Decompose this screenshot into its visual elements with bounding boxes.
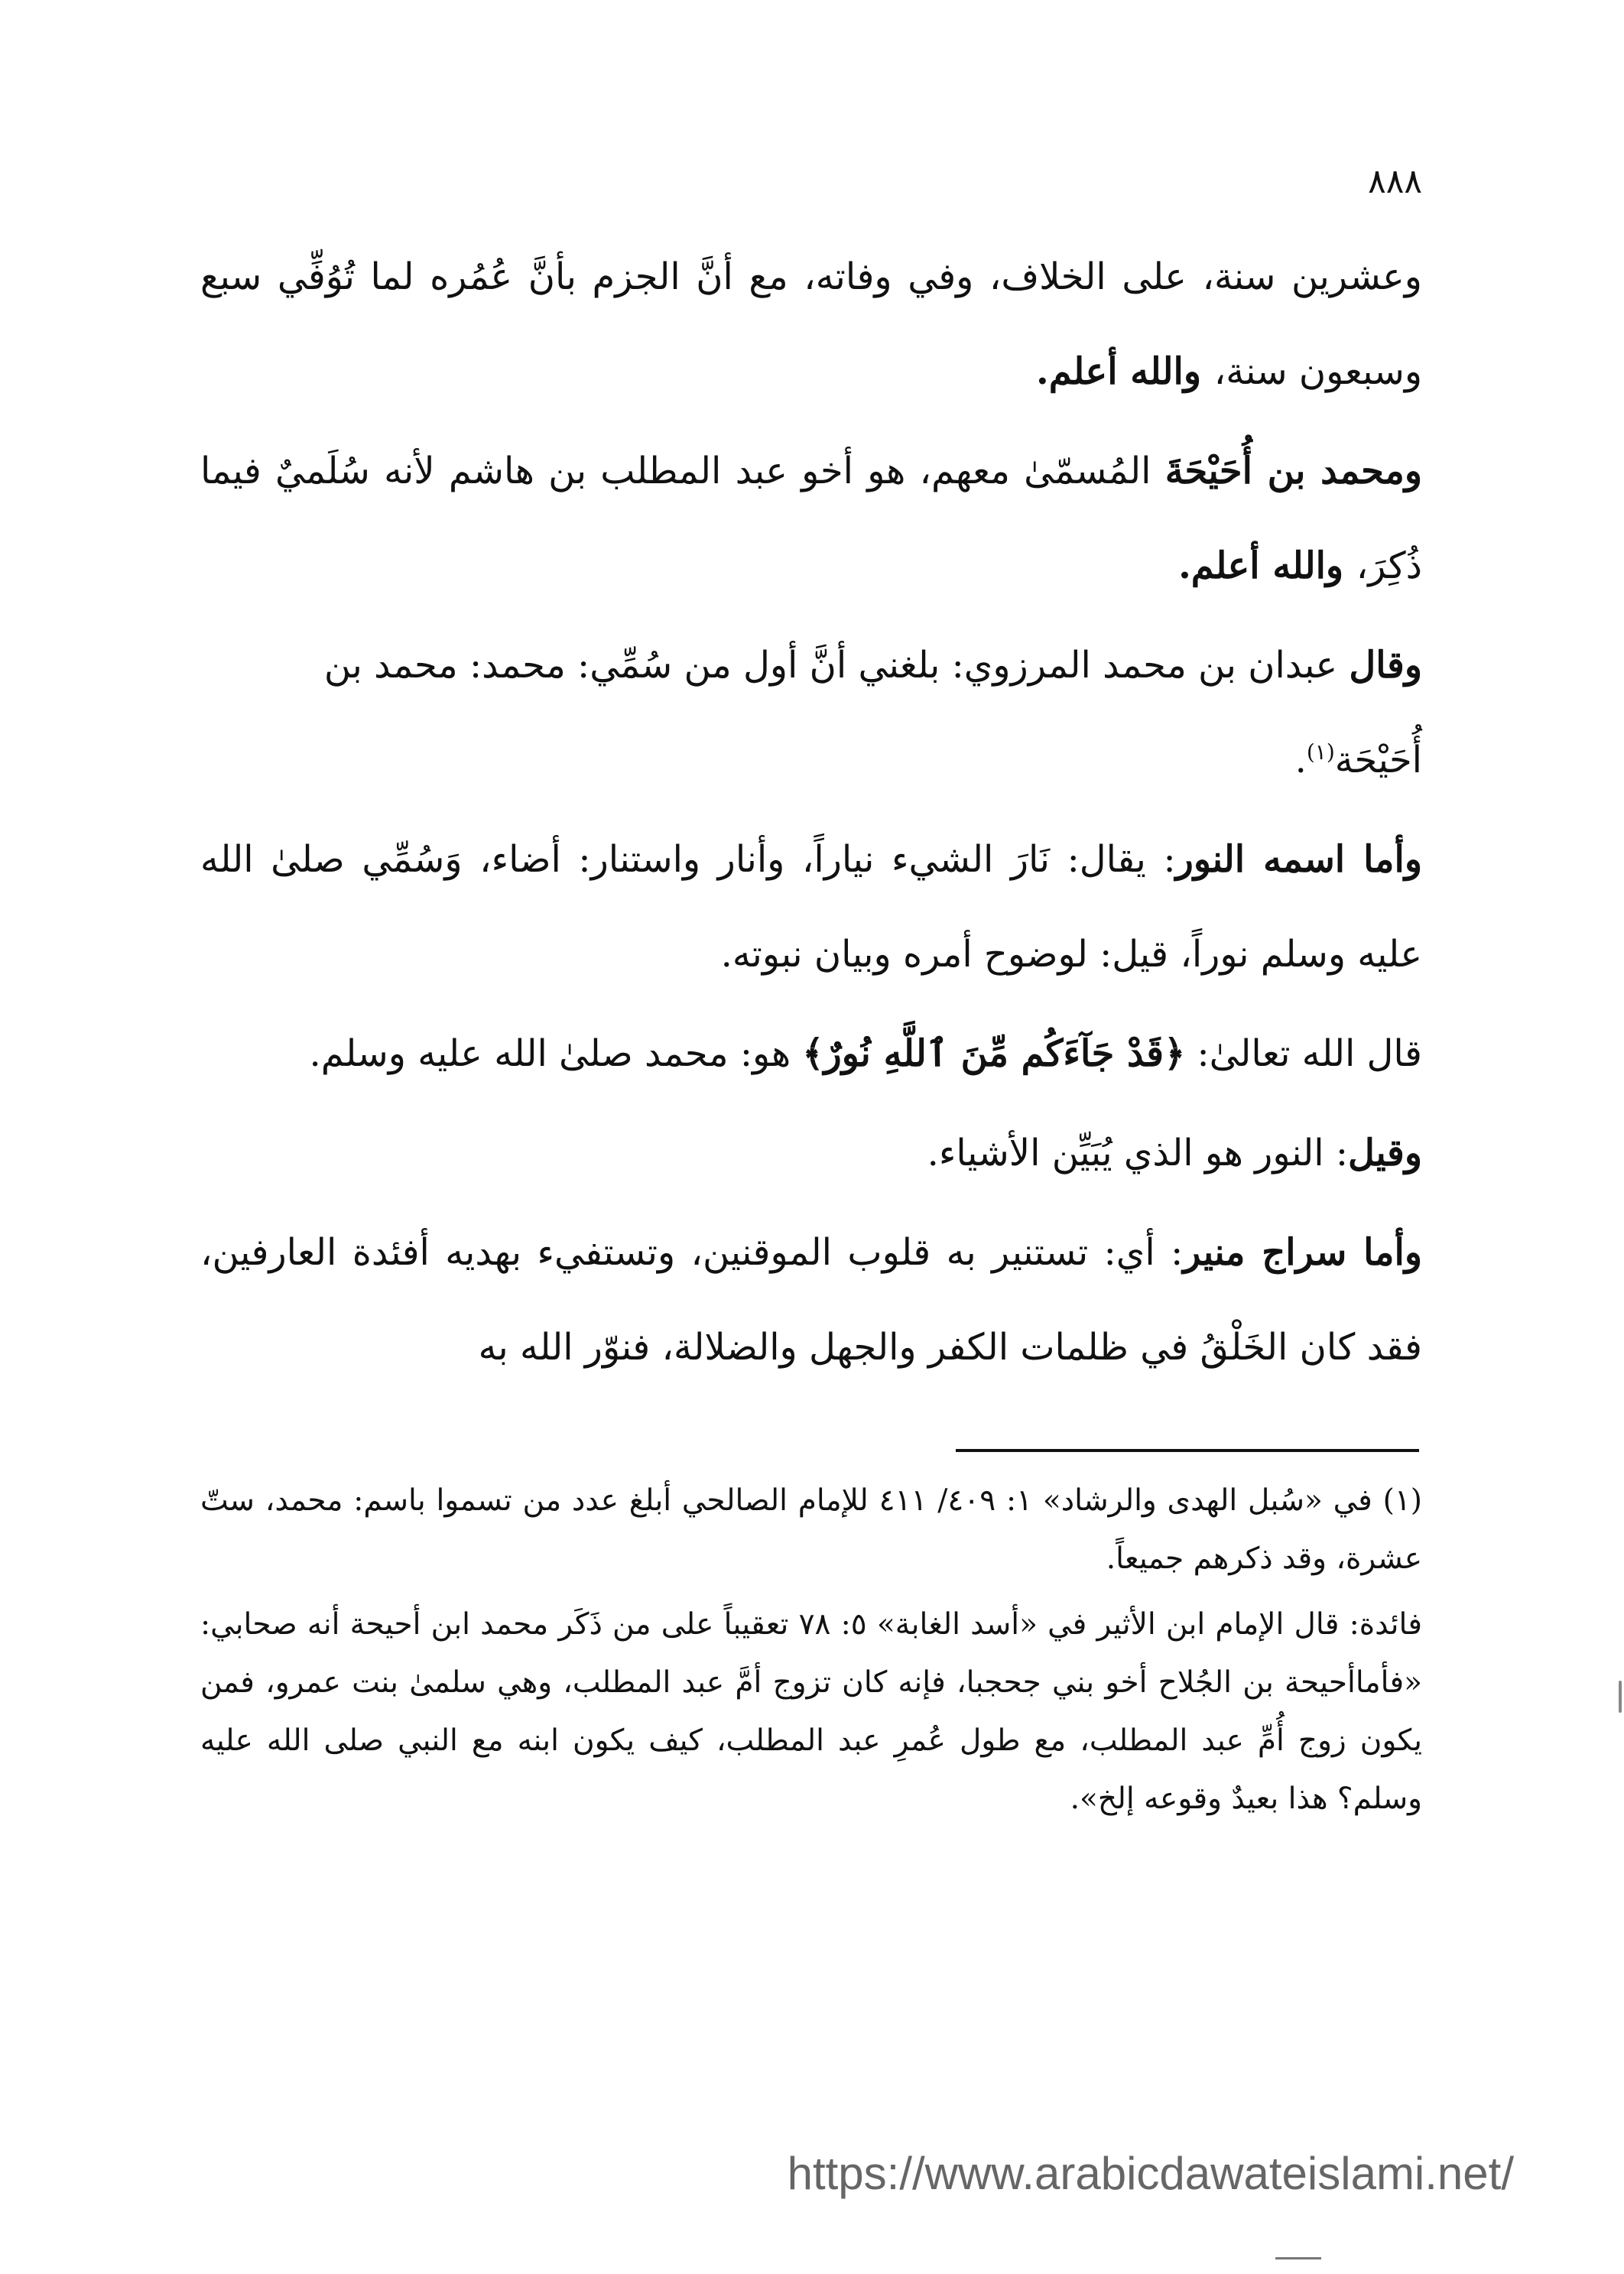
paragraph-6 bbox=[200, 1106, 1422, 1200]
paragraph-7 bbox=[200, 1205, 1422, 1395]
scan-edge-mark bbox=[1619, 1681, 1622, 1713]
quran-verse: ﴿قَدْ جَآءَكُم مِّنَ ٱللَّهِ نُورٌ﴾ bbox=[802, 1032, 1186, 1075]
paragraph-3-end: . bbox=[1294, 739, 1307, 781]
page-number: ٨٨٨ bbox=[1368, 162, 1422, 201]
footnote-reference: (١) bbox=[1306, 739, 1335, 765]
footnote-1: (١) في «سُبل الهدى والرشاد» ١: ٤٠٩/ ٤١١ للإمام الصالحي أبلغ عدد من تسموا باسم: محمد، ستّ عشرة، وقد ذكرهم جميعاً. bbox=[200, 1483, 1422, 1576]
paragraph-7-text: : أي: تستنير به قلوب الموقنين، وتستفيء بهديه أفئدة العارفين، فقد كان الخَلْقُ في ظلمات الكفر والجهل والضلالة، فنوّر الله به bbox=[200, 1231, 1422, 1369]
paragraph-6-lead: وقيل bbox=[1348, 1132, 1422, 1174]
footnote-note: فائدة: قال الإمام ابن الأثير في «أسد الغابة» ٥: ٧٨ تعقيباً على من ذَكَر محمد ابن أحيحة أنه صحابي: «فأماأحيحة بن الجُلاح أخو بني جحجبا، فإنه كان تزوج أمَّ عبد المطلب، وهي سلمىٰ بنت عمرو، فمن يكون زوج أُمِّ عبد المطلب، مع طول عُمرِ عبد المطلب، كيف يكون ابنه مع النبي صلى الله عليه وسلم؟ هذا بعيدٌ وقوعه إلخ». bbox=[200, 1607, 1423, 1816]
paragraph-4-lead: وأما اسمه النور bbox=[1175, 838, 1422, 881]
paragraph-2-text: المُسمّىٰ معهم، هو أخو عبد المطلب بن هاشم لأنه سُلَميٌ فيما ذُكِرَ، bbox=[200, 450, 1422, 587]
paragraph-6-text: : النور هو الذي يُبَيِّن الأشياء. bbox=[927, 1132, 1349, 1174]
paragraph-2-closing: والله أعلم. bbox=[1178, 544, 1356, 587]
bottom-mark bbox=[1275, 2257, 1321, 2259]
paragraph-3-lead: وقال bbox=[1349, 644, 1422, 687]
paragraph-3 bbox=[200, 618, 1422, 807]
paragraph-1-closing: والله أعلم. bbox=[1036, 350, 1214, 393]
paragraph-3-text: عبدان بن محمد المرزوي: بلغني أنَّ أول من سُمِّي: محمد: محمد بن أُحَيْحَة bbox=[323, 644, 1422, 781]
paragraph-5-end: هو: محمد صلىٰ الله عليه وسلم. bbox=[309, 1032, 803, 1075]
paragraph-2 bbox=[200, 424, 1422, 613]
watermark-url: https://www.arabicdawateislami.net/ bbox=[787, 2148, 1514, 2199]
paragraph-5-text: قال الله تعالىٰ: bbox=[1185, 1032, 1422, 1075]
paragraph-1 bbox=[200, 229, 1422, 419]
paragraph-7-lead: وأما سراج منير bbox=[1183, 1231, 1422, 1274]
main-text bbox=[200, 229, 1422, 1399]
paragraph-4 bbox=[200, 812, 1422, 1002]
paragraph-4-text: : يقال: نَارَ الشيء نياراً، وأنار واستنار: أضاء، وَسُمِّي صلىٰ الله عليه وسلم نوراً، قيل: لوضوح أمره وبيان نبوته. bbox=[200, 838, 1422, 976]
footnotes bbox=[200, 1472, 1422, 1836]
footnote-divider bbox=[956, 1449, 1419, 1452]
paragraph-2-lead: ومحمد بن أُحَيْحَةَ bbox=[1164, 450, 1422, 492]
paragraph-1-text: وعشرين سنة، على الخلاف، وفي وفاته، مع أنَّ الجزم بأنَّ عُمُره لما تُوُفِّي سبع وسبعون سنة، bbox=[200, 255, 1422, 393]
paragraph-5 bbox=[200, 1006, 1422, 1101]
